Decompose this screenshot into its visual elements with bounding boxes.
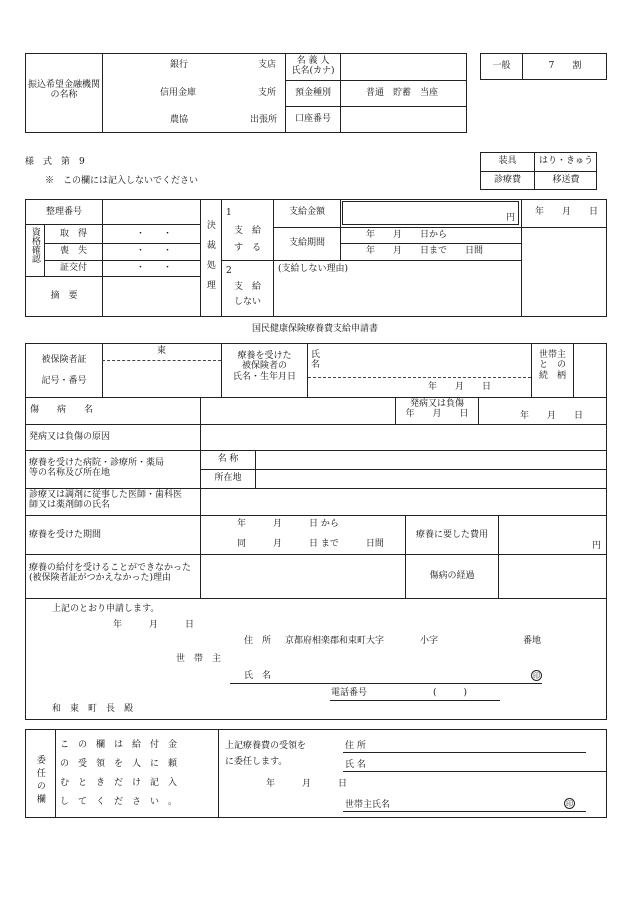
nopay-text: 支 給 しない [233, 282, 261, 308]
phone-label: 電話番号 [331, 688, 368, 698]
soogu-value: はり・きゅう [538, 156, 593, 166]
form-notice: ※ この欄には記入しないでください [45, 176, 199, 186]
card-label: 被保険者証 [41, 355, 87, 365]
kessai-label: 決裁処理 [204, 220, 215, 300]
period-to: 年 月 日まで 日間 [366, 246, 484, 256]
delegation-name-label: 氏 名 [345, 760, 366, 770]
nokyo-suffix: 農協 [170, 115, 189, 125]
nopay-num: 2 [226, 266, 232, 276]
birth-date[interactable]: 年 月 日 [428, 382, 492, 392]
acquired-label: 取 得 [60, 229, 88, 239]
rate-value: 7 割 [548, 61, 582, 71]
no-pay-reason: (支給しない理由) [278, 264, 349, 274]
applicant-seal: 印 [533, 672, 540, 680]
shinryo-value: 移送費 [552, 175, 580, 185]
deposit-type-options[interactable]: 普通 貯蓄 当座 [366, 88, 439, 98]
phone-parens[interactable]: ( ) [433, 688, 468, 698]
hospital-label: 療養を受けた病院・診療所・薬局 等の名称及び所在地 [29, 458, 165, 479]
name-label: 氏 名 [311, 350, 321, 371]
account-holder-label: 名 義 人 氏名(カナ) [291, 56, 335, 77]
amount-yen: 円 [506, 213, 516, 223]
delegation-seal: 印 [566, 800, 573, 808]
applicant-head-label: 世 帯 主 [176, 654, 222, 664]
period-to-main[interactable]: 同 月 日 まで 日間 [237, 539, 384, 549]
deposit-type-label: 預金種別 [294, 88, 331, 98]
pay-num: 1 [226, 208, 232, 218]
pay-text: 支 給 す る [233, 226, 261, 254]
course-label: 傷病の経過 [429, 571, 475, 581]
delegation-address-label: 住 所 [345, 741, 366, 751]
branch-suffix: 支店 [258, 60, 277, 70]
delegation-head-name-label: 世帯主氏名 [345, 800, 391, 810]
code-label: 記号・番号 [41, 376, 87, 386]
period-from-main[interactable]: 年 月 日 から [237, 519, 339, 529]
addressee: 和 東 町 長 殿 [52, 704, 134, 714]
delegation-instruction-2: の受領を人に頼 [60, 759, 187, 769]
seiri-label: 整理番号 [45, 207, 82, 217]
applicant-address-value[interactable]: 京都府相楽郡和束町大字 小字 [285, 636, 439, 646]
reason-label: 療養の給付を受けることができなかった (被保険者証がつかえなかった)理由 [29, 563, 192, 584]
lost-label: 喪 失 [60, 246, 88, 256]
applicant-date[interactable]: 年 月 日 [113, 620, 195, 630]
applicant-name-label: 氏 名 [244, 671, 272, 681]
rate-label: 一般 [492, 61, 511, 71]
hospital-name-label: 名 称 [217, 454, 239, 464]
applicant-banchi: 番地 [523, 636, 542, 646]
cause-label: 発病又は負傷の原因 [29, 432, 111, 442]
illness-label: 傷 病 名 [30, 405, 94, 415]
insured-prefix[interactable]: 東 [156, 346, 166, 356]
shinkin-branch: 支所 [258, 88, 277, 98]
shikaku-label: 資格確認 [29, 227, 40, 263]
period-from: 年 月 日から [366, 230, 448, 240]
amount-label: 支給金額 [288, 207, 325, 217]
onset-label: 発病又は負傷 年 月 日 [405, 399, 469, 420]
office-date: 年 月 日 [535, 207, 599, 217]
doctor-label: 診療又は調剤に従事した医師・歯科医 師又は薬剤師の氏名 [29, 490, 183, 511]
shinryo-label: 診療費 [493, 175, 521, 185]
hospital-address-label: 所在地 [214, 473, 242, 483]
applicant-statement: 上記のとおり申請します。 [52, 604, 160, 614]
cost-label: 療養に要した費用 [415, 530, 488, 540]
delegation-statement: 上記療養費の受領を に委任します。 [225, 741, 307, 768]
tekiyo-label: 摘 要 [50, 291, 78, 301]
form-title: 国民健康保険療養費支給申請書 [251, 324, 378, 334]
patient-label: 療養を受けた 被保険者の 氏名・生年月日 [232, 351, 296, 382]
acquired-date: ・ ・ [136, 229, 173, 239]
relation-label: 世帯主 と の 続 柄 [538, 350, 566, 381]
nokyo-branch: 出張所 [250, 115, 278, 125]
delegation-instruction-3: むときだけ記入 [60, 778, 187, 788]
shinkin-suffix: 信用金庫 [160, 88, 197, 98]
form-number: 様 式 第 9 [25, 157, 85, 167]
soogu-label: 装具 [498, 156, 517, 166]
delegation-label: 委任の欄 [34, 755, 45, 807]
delegation-instruction-1: この欄は給付金 [60, 740, 187, 750]
onset-date[interactable]: 年 月 日 [520, 411, 584, 421]
delegation-instruction-4: してください。 [60, 797, 187, 807]
lost-date: ・ ・ [136, 246, 173, 256]
applicant-address-label: 住 所 [244, 636, 272, 646]
issued-label: 証交付 [60, 263, 88, 273]
cost-yen: 円 [592, 541, 602, 551]
account-no-label: 口座番号 [294, 114, 331, 124]
bank-label: 振込希望金融機関の名称 [28, 80, 101, 101]
period-label-main: 療養を受けた期間 [29, 530, 102, 540]
application-table [25, 343, 607, 720]
period-label: 支給期間 [288, 238, 325, 248]
bank-suffix: 銀行 [170, 60, 189, 70]
delegation-date[interactable]: 年 月 日 [266, 779, 348, 789]
issued-date: ・ ・ [136, 263, 173, 273]
